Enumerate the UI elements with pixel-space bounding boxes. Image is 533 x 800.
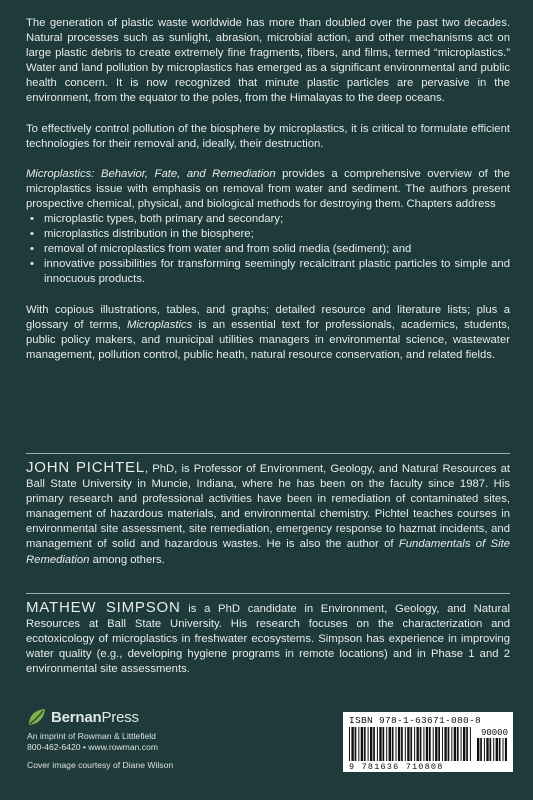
author-name: JOHN PICHTEL (26, 459, 145, 476)
barcode-bar (448, 727, 450, 761)
barcode-bar (368, 727, 369, 761)
barcode-bar (373, 727, 375, 761)
barcode-bar (423, 727, 424, 761)
barcode-bar (398, 727, 400, 761)
divider (26, 453, 510, 454)
barcode-bar (433, 727, 434, 761)
barcode-digits: 9 781636 710808 (349, 762, 444, 772)
barcode-bar (389, 727, 391, 761)
barcode-bar (461, 727, 462, 761)
description-paragraph-3: Microplastics: Behavior, Fate, and Remediation provides a comprehensive overview of the microplastics issue with emphasis on removal from water and sediment. The authors present prospective chemical, physical, and biological methods for destroying them. Chapters address (26, 167, 511, 210)
barcode-bar (444, 727, 446, 761)
description-paragraph-1: The generation of plastic waste worldwide has more than doubled over the past two decades. Natural processes such as sunlight, abrasion, microbial action, and other mechanisms act on large plastic debris to create extremely fine fragments, fibers, and films, termed “microplastics.” Water and land pollution by microplastics has emerged as a significant environmental and public health concern. It is now recognized that minute plastic particles are pervasive in the environment, from the equator to the poles, from the Himalayas to the deep oceans. (26, 17, 510, 105)
barcode-bar (480, 738, 482, 761)
publisher-block (26, 706, 266, 770)
barcode-bar (396, 727, 397, 761)
barcode-bar (466, 727, 468, 761)
barcode-bar (358, 727, 359, 761)
barcode-bar (401, 727, 403, 761)
barcode-bar (355, 727, 357, 761)
publisher-logo: BernanPress (26, 706, 266, 728)
barcode-bar (484, 738, 485, 761)
barcode-bar (435, 727, 437, 761)
barcode-bar (486, 738, 488, 761)
bernan-press-leaf-icon (26, 706, 48, 728)
chapter-list (26, 212, 510, 287)
barcode-bar (438, 727, 440, 761)
barcode-bar (386, 727, 387, 761)
barcode-bar (414, 727, 415, 761)
imprint-line: An imprint of Rowman & Littlefield (27, 731, 156, 741)
divider (26, 593, 510, 594)
barcode-bars (349, 727, 473, 761)
barcode-bar (364, 727, 366, 761)
barcode-bar (451, 727, 452, 761)
barcode-bar (377, 727, 378, 761)
barcode-bar (407, 727, 409, 761)
list-item: • microplastics distribution in the biosphere; (26, 227, 510, 242)
barcode-bar (477, 738, 479, 761)
author-bio-pichtel: JOHN PICHTEL, PhD, is Professor of Environment, Geology, and Natural Resources at Ball State University in Muncie, Indiana, where he has been on the faculty since 1987. His primary research and professional activities have been in remediation of contaminated sites, management of hazardous materials, and environmental chemistry. Pichtel teaches courses in environmental site assessment, site remediation, emergency response to hazmat incidents, and management of solid and hazardous wastes. He is also the author of Fundamentals of Site Remediation among others. (26, 459, 510, 566)
barcode-bar (505, 738, 507, 761)
barcode-bar (410, 727, 412, 761)
price-code: 90000 (480, 728, 508, 738)
list-item: • innovative possibilities for transforming seemingly recalcitrant plastic particles to simple and innocuous products. (26, 257, 510, 287)
barcode-bar (496, 738, 498, 761)
book-title: Microplastics: Behavior, Fate, and Remediation (26, 167, 276, 180)
author-name: MATHEW SIMPSON (26, 599, 181, 616)
barcode-bar (442, 727, 443, 761)
barcode-bar (420, 727, 422, 761)
isbn-barcode (343, 712, 513, 772)
barcode-bar (370, 727, 372, 761)
barcode-bar (361, 727, 363, 761)
cover-credit: Cover image courtesy of Diane Wilson (27, 760, 174, 770)
description-paragraph-2: To effectively control pollution of the biosphere by microplastics, it is critical to formulate efficient technologies for their removal and, ideally, their destruction. (26, 122, 510, 150)
addon-barcode-bars (477, 738, 507, 761)
barcode-bar (392, 727, 394, 761)
description-paragraph-4: With copious illustrations, tables, and graphs; detailed resource and literature lists; plus a glossary of terms, Microplastics is an essential text for professionals, academics, students, public policy makers, and municipal utilities managers in environmental science, wastewater management, pollution control, public heath, natural resource conservation, and related fields. (26, 303, 510, 361)
description-block (26, 16, 510, 378)
author-bio-simpson: MATHEW SIMPSON is a PhD candidate in Environment, Geology, and Natural Resources at Ball State University. His research focuses on the characterization and ecotoxicology of microplastics in freshwater ecosystems. Simpson has experience in improving water quality (e.g., developing hygiene programs in remote locations) and in Phase 1 and 2 environmental site assessments. (26, 599, 510, 676)
barcode-bar (349, 727, 350, 761)
barcode-bar (379, 727, 381, 761)
barcode-bar (499, 738, 501, 761)
barcode-bar (405, 727, 406, 761)
list-item: • removal of microplastics from water and from solid media (sediment); and (26, 242, 510, 257)
barcode-bar (454, 727, 456, 761)
isbn-text: ISBN 978-1-63671-080-8 (349, 715, 482, 726)
barcode-bar (351, 727, 353, 761)
barcode-bar (493, 738, 494, 761)
contact-line: 800-462-6420 • www.rowman.com (27, 742, 159, 752)
barcode-bar (426, 727, 428, 761)
barcode-bar (503, 738, 504, 761)
barcode-bar (490, 738, 492, 761)
barcode-bar (463, 727, 465, 761)
barcode-bar (429, 727, 431, 761)
list-item: • microplastic types, both primary and secondary; (26, 212, 510, 227)
barcode-bar (470, 727, 471, 761)
barcode-bar (417, 727, 419, 761)
barcode-bar (457, 727, 459, 761)
barcode-bar (383, 727, 385, 761)
